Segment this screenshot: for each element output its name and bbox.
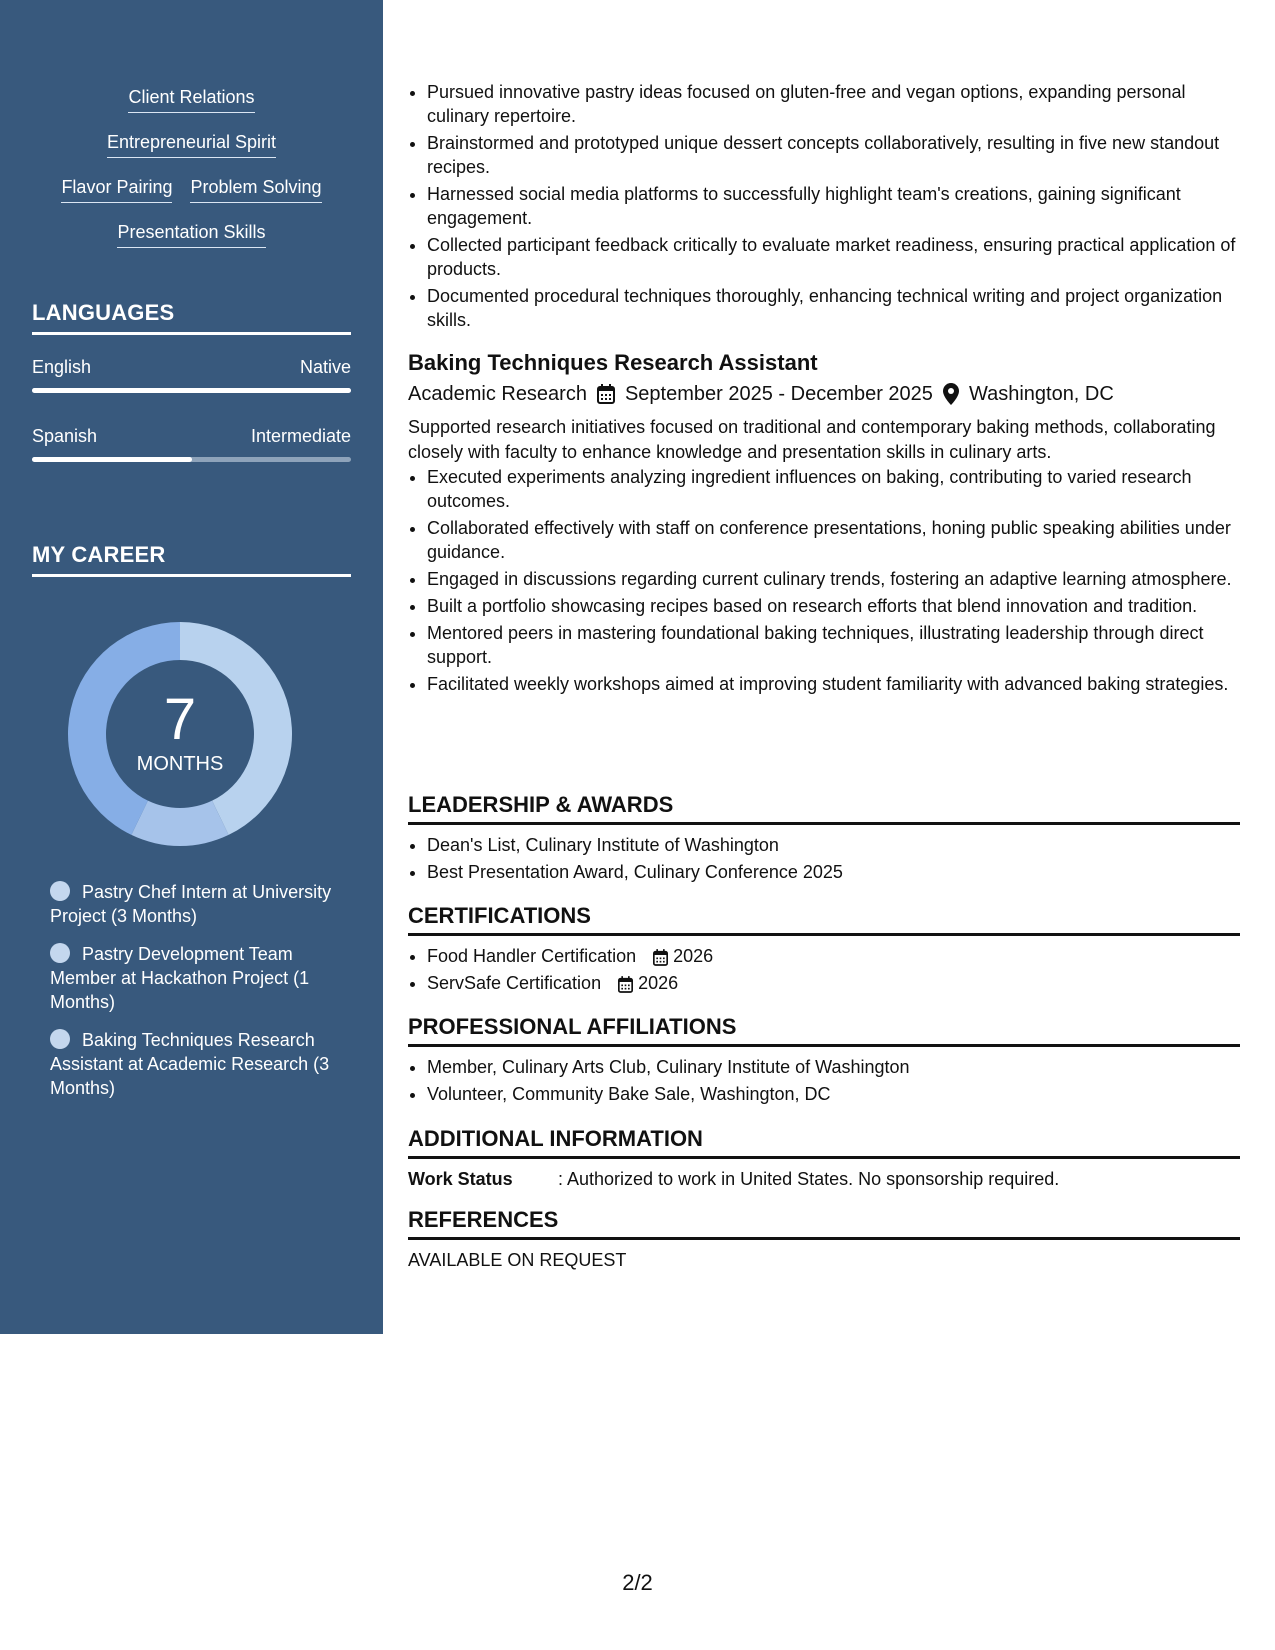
certifications-section (408, 903, 1240, 998)
references-section (408, 1207, 1240, 1272)
job-org: Academic Research (408, 383, 587, 405)
affiliation-item: • Member, Culinary Arts Club, Culinary Institute of Washington (427, 1055, 1240, 1079)
language-level: Intermediate (250, 426, 351, 446)
legend-dot-icon (50, 1029, 70, 1049)
awards-section (408, 792, 1240, 887)
legend-label: Pastry Development Team Member at Hackathon Project (1 Months) (50, 944, 310, 1012)
career-total: 7 (163, 687, 197, 752)
work-status-row (408, 1167, 1240, 1191)
legend-label: Pastry Chef Intern at University Project (3 Months) (50, 882, 332, 926)
bullet-item: • Collected participant feedback critically to evaluate market readiness, ensuring practical application of products. (427, 233, 1240, 281)
career-legend-item (50, 942, 340, 1014)
work-status-value: : Authorized to work in United States. No sponsorship required. (558, 1169, 1060, 1189)
certification-item (427, 944, 1240, 968)
career-legend-item (50, 880, 340, 928)
skill-tag: Presentation Skills (117, 221, 265, 248)
language-spanish (32, 425, 351, 462)
calendar-icon (653, 949, 668, 966)
career-donut-chart (64, 618, 296, 850)
skill-tag: Flavor Pairing (61, 176, 172, 203)
skills-row (0, 131, 383, 176)
skill-tag: Entrepreneurial Spirit (107, 131, 276, 158)
language-level: Native (299, 357, 351, 377)
certification-name: Food Handler Certification (427, 946, 637, 966)
language-bar (32, 388, 351, 393)
awards-heading: LEADERSHIP & AWARDS (408, 792, 1240, 825)
page-number: 2/2 (622, 1570, 653, 1595)
award-item: • Dean's List, Culinary Institute of Washington (427, 833, 1240, 857)
certification-name: ServSafe Certification (427, 973, 602, 993)
language-english (32, 356, 351, 393)
career-heading: MY CAREER (32, 542, 351, 577)
bullet-item: • Executed experiments analyzing ingredient influences on baking, contributing to varied research outcomes. (427, 465, 1240, 513)
bullet-item: • Facilitated weekly workshops aimed at improving student familiarity with advanced baking strategies. (427, 672, 1240, 696)
bullet-item: • Mentored peers in mastering foundational baking techniques, illustrating leadership through direct support. (427, 621, 1240, 669)
skills-list (0, 86, 383, 266)
affiliations-section (408, 1014, 1240, 1109)
sidebar (0, 0, 383, 1334)
job-meta (408, 381, 1240, 407)
language-name: Spanish (32, 426, 98, 446)
skill-tag: Problem Solving (190, 176, 321, 203)
calendar-icon (618, 976, 633, 993)
references-heading: REFERENCES (408, 1207, 1240, 1240)
bullet-item: • Built a portfolio showcasing recipes based on research efforts that blend innovation and tradition. (427, 594, 1240, 618)
certifications-heading: CERTIFICATIONS (408, 903, 1240, 936)
bullet-item: • Collaborated effectively with staff on conference presentations, honing public speaking abilities under guidance. (427, 516, 1240, 564)
skills-row (0, 86, 383, 131)
skill-tag: Client Relations (128, 86, 254, 113)
bullet-item: • Engaged in discussions regarding current culinary trends, fostering an adaptive learning atmosphere. (427, 567, 1240, 591)
certification-year: 2026 (638, 973, 679, 993)
map-pin-icon (943, 383, 959, 405)
job-dates: September 2025 - December 2025 (624, 383, 933, 405)
legend-dot-icon (50, 943, 70, 963)
career-legend-item (50, 1028, 340, 1100)
language-bar (32, 457, 351, 462)
legend-dot-icon (50, 881, 70, 901)
bullet-item: • Harnessed social media platforms to successfully highlight team's creations, gaining significant engagement. (427, 182, 1240, 230)
job-location: Washington, DC (968, 383, 1114, 405)
bullet-item: • Documented procedural techniques thoroughly, enhancing technical writing and project organization skills. (427, 284, 1240, 332)
calendar-icon (597, 384, 615, 404)
certification-year: 2026 (673, 946, 714, 966)
additional-info-heading: ADDITIONAL INFORMATION (408, 1126, 1240, 1159)
career-unit: MONTHS (136, 753, 224, 775)
work-status-label: Work Status (408, 1169, 513, 1189)
award-item: • Best Presentation Award, Culinary Conference 2025 (427, 860, 1240, 884)
job-description: Supported research initiatives focused on traditional and contemporary baking methods, collaborating closely with faculty to enhance knowledge and presentation skills in culinary arts. (408, 417, 1216, 462)
skills-row (0, 221, 383, 266)
affiliations-heading: PROFESSIONAL AFFILIATIONS (408, 1014, 1240, 1047)
affiliation-item: • Volunteer, Community Bake Sale, Washington, DC (427, 1082, 1240, 1106)
legend-label: Baking Techniques Research Assistant at Academic Research (3 Months) (50, 1030, 330, 1098)
certification-item (427, 971, 1240, 995)
previous-job-bullets (408, 80, 1240, 335)
job-entry (408, 349, 1240, 699)
language-name: English (32, 357, 92, 377)
language-bar-fill (32, 457, 192, 462)
language-bar-fill (32, 388, 351, 393)
skills-row (0, 176, 383, 221)
bullet-item: • Pursued innovative pastry ideas focused on gluten-free and vegan options, expanding personal culinary repertoire. (427, 80, 1240, 128)
languages-heading: LANGUAGES (32, 300, 351, 335)
career-legend (50, 880, 340, 1114)
references-text: AVAILABLE ON REQUEST (408, 1250, 627, 1270)
job-title: Baking Techniques Research Assistant (408, 350, 818, 375)
additional-info-section (408, 1126, 1240, 1191)
bullet-item: • Brainstormed and prototyped unique dessert concepts collaboratively, resulting in five new standout recipes. (427, 131, 1240, 179)
